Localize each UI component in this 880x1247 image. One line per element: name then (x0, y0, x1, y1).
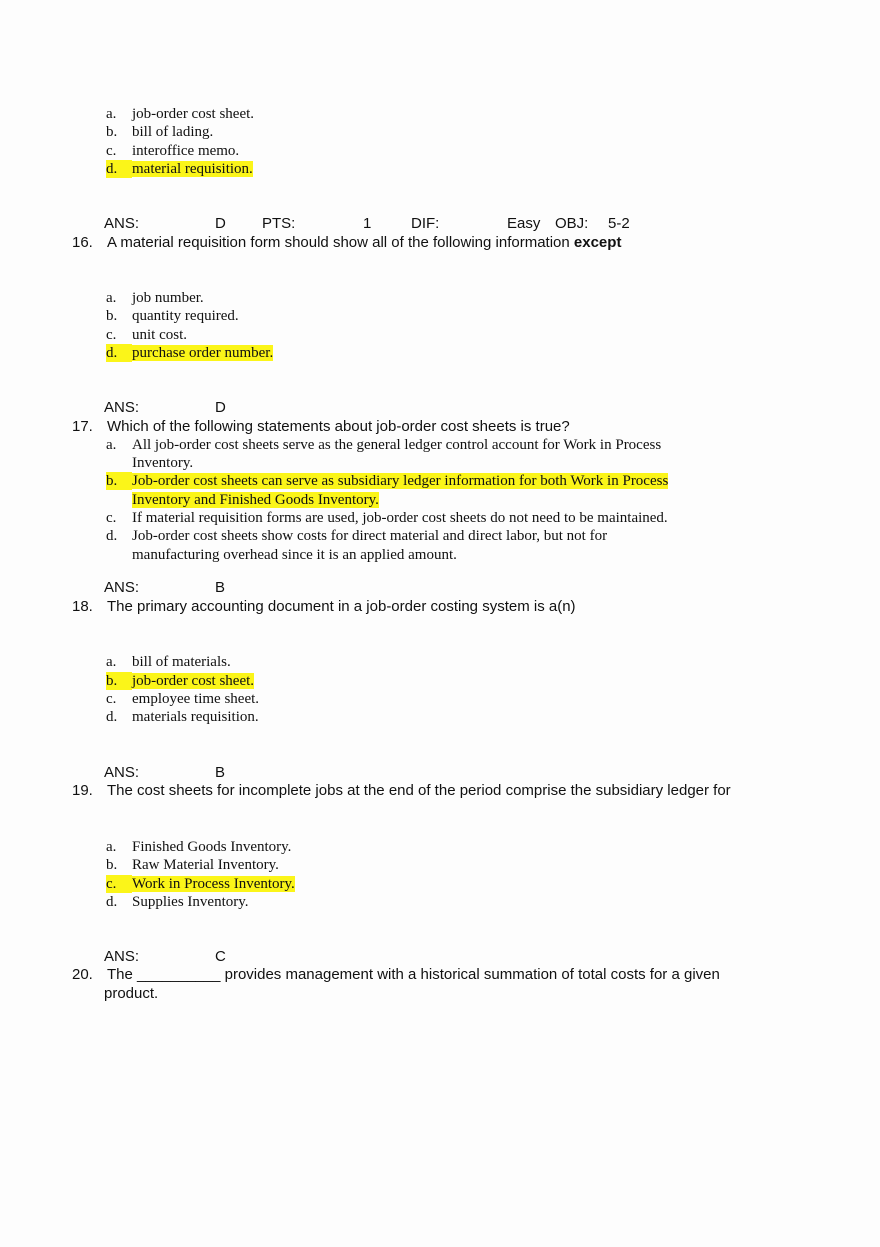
option-d-continued: manufacturing overhead since it is an applied amount. (132, 547, 457, 563)
option-c: c. interoffice memo. (106, 143, 240, 159)
option-d-correct: d. material requisition. (106, 161, 253, 177)
question-number: 17. (72, 418, 93, 435)
question-text-continued: product. (104, 985, 159, 1002)
option-d: d. materials requisition. (106, 709, 259, 725)
option-d-correct: d. purchase order number. (106, 345, 274, 361)
option-a: a. job number. (106, 290, 204, 306)
option-c: c. unit cost. (106, 327, 187, 343)
pts-label: PTS: (262, 215, 296, 232)
ans-value: B (215, 579, 226, 596)
ans-label: ANS: (104, 399, 140, 416)
option-a: a. All job-order cost sheets serve as the general ledger control account for Work in Process (106, 437, 662, 453)
ans-label: ANS: (104, 948, 140, 965)
ans-label: ANS: (104, 215, 140, 232)
option-a-continued: Inventory. (132, 455, 194, 471)
ans-value: C (215, 948, 226, 965)
question-number: 19. (72, 782, 93, 799)
question-text: The primary accounting document in a job-order costing system is a(n) (107, 598, 576, 615)
option-c: c. employee time sheet. (106, 691, 260, 707)
question-number: 16. (72, 234, 93, 251)
option-c-correct: c. Work in Process Inventory. (106, 876, 295, 892)
dif-label: DIF: (411, 215, 440, 232)
option-b-correct: b. job-order cost sheet. (106, 673, 255, 689)
ans-value: D (215, 399, 226, 416)
option-b-continued: Inventory and Finished Goods Inventory. (132, 492, 379, 508)
ans-label: ANS: (104, 764, 140, 781)
question-text: Which of the following statements about job-order cost sheets is true? (107, 418, 570, 435)
option-b-correct: b. Job-order cost sheets can serve as subsidiary ledger information for both Work in Process (106, 473, 669, 489)
question-number: 20. (72, 966, 93, 983)
ans-label: ANS: (104, 579, 140, 596)
option-a: a. bill of materials. (106, 654, 231, 670)
ans-value: B (215, 764, 226, 781)
obj-value: 5-2 (608, 215, 630, 232)
option-d: d. Job-order cost sheets show costs for direct material and direct labor, but not for (106, 528, 608, 544)
option-c: c. If material requisition forms are used, job-order cost sheets do not need to be maintained. (106, 510, 668, 526)
obj-label: OBJ: (555, 215, 589, 232)
option-a: a. Finished Goods Inventory. (106, 839, 292, 855)
option-d: d. Supplies Inventory. (106, 894, 249, 910)
question-text: The __________ provides management with a historical summation of total costs for a given (107, 966, 720, 983)
option-b: b. Raw Material Inventory. (106, 857, 279, 873)
question-number: 18. (72, 598, 93, 615)
option-b: b. quantity required. (106, 308, 239, 324)
ans-value: D (215, 215, 226, 232)
option-a: a. job-order cost sheet. (106, 106, 255, 122)
question-text: A material requisition form should show all of the following information except (107, 234, 622, 251)
pts-value: 1 (363, 215, 372, 232)
option-b: b. bill of lading. (106, 124, 214, 140)
question-text: The cost sheets for incomplete jobs at the end of the period comprise the subsidiary ledger for (107, 782, 731, 799)
dif-value: Easy (507, 215, 541, 232)
